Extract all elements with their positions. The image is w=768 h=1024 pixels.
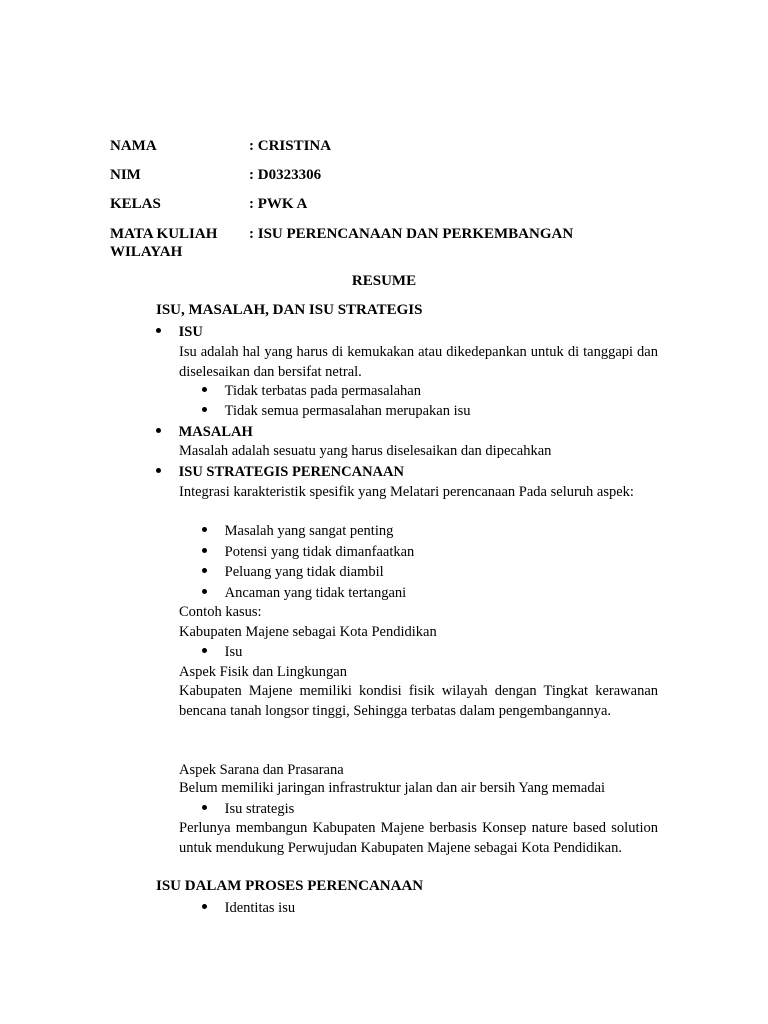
isu-strategis-paragraph: Perlunya membangun Kabupaten Majene berbasis Konsep nature based solution untuk mendukung Perwujudan Kabupaten Majene sebagai Kota Pendidikan. — [179, 820, 658, 856]
bullet-isu-strategis — [156, 462, 404, 482]
bullet-isu — [156, 322, 203, 342]
list-item — [202, 521, 393, 541]
aspek-fisik-heading: Aspek Fisik dan Lingkungan — [179, 664, 347, 680]
list-item — [202, 583, 406, 603]
list-item-text: Potensi yang tidak dimanfaatkan — [224, 544, 415, 560]
bullet-dot-icon — [202, 407, 207, 412]
nim-label: NIM — [110, 167, 141, 183]
bullet-dot-icon — [202, 904, 207, 909]
bullet-masalah-title: MASALAH — [178, 424, 253, 440]
isu-paragraph: Isu adalah hal yang harus di kemukakan atau dikedepankan untuk di tanggapi dan diselesaikan dan bersifat netral. — [179, 344, 658, 380]
list-item-text: Identitas isu — [224, 900, 296, 916]
list-item — [202, 401, 471, 421]
nama-label: NAMA — [110, 138, 157, 154]
contoh-kasus-label: Contoh kasus: — [179, 604, 262, 620]
list-item-text: Peluang yang tidak diambil — [224, 564, 384, 580]
masalah-paragraph: Masalah adalah sesuatu yang harus diselesaikan dan dipecahkan — [179, 443, 552, 459]
bullet-isu-strategis-title: ISU STRATEGIS PERENCANAAN — [178, 464, 404, 480]
kasus-title: Kabupaten Majene sebagai Kota Pendidikan — [179, 624, 437, 640]
bullet-dot-icon — [202, 589, 207, 594]
list-item — [202, 562, 384, 582]
aspek-sarana-paragraph: Belum memiliki jaringan infrastruktur jalan dan air bersih Yang memadai — [179, 780, 606, 796]
aspek-sarana-heading: Aspek Sarana dan Prasarana — [179, 762, 344, 778]
bullet-dot-icon — [202, 648, 207, 653]
list-item — [202, 799, 294, 819]
mata-kuliah-label: MATA KULIAH — [110, 226, 218, 242]
document-title: RESUME — [351, 273, 417, 289]
list-item — [202, 542, 414, 562]
bullet-dot-icon — [156, 468, 161, 473]
kelas-value: : PWK A — [249, 196, 308, 212]
aspek-fisik-paragraph: Kabupaten Majene memiliki kondisi fisik wilayah dengan Tingkat kerawanan bencana tanah longsor tinggi, Sehingga terbatas dalam pengembangannya. — [179, 683, 658, 719]
bullet-dot-icon — [156, 328, 161, 333]
mata-kuliah-value: : ISU PERENCANAAN DAN PERKEMBANGAN — [249, 226, 574, 242]
list-item — [202, 642, 242, 662]
section-heading-2: ISU DALAM PROSES PERENCANAAN — [156, 878, 424, 894]
list-item-text: Tidak terbatas pada permasalahan — [224, 383, 421, 399]
list-item-text: Isu — [224, 644, 243, 660]
bullet-dot-icon — [202, 548, 207, 553]
mata-kuliah-continuation: WILAYAH — [110, 244, 183, 260]
bullet-dot-icon — [202, 805, 207, 810]
list-item-text: Masalah yang sangat penting — [224, 523, 394, 539]
nama-value: : CRISTINA — [249, 138, 332, 154]
list-item — [202, 381, 421, 401]
strategis-paragraph: Integrasi karakteristik spesifik yang Melatari perencanaan Pada seluruh aspek: — [179, 484, 634, 500]
kelas-label: KELAS — [110, 196, 161, 212]
nim-value: : D0323306 — [249, 167, 322, 183]
list-item — [202, 898, 295, 918]
section-heading-1: ISU, MASALAH, DAN ISU STRATEGIS — [156, 302, 423, 318]
bullet-dot-icon — [202, 527, 207, 532]
bullet-masalah — [156, 422, 253, 442]
list-item-text: Tidak semua permasalahan merupakan isu — [224, 403, 471, 419]
list-item-text: Ancaman yang tidak tertangani — [224, 585, 407, 601]
bullet-dot-icon — [202, 568, 207, 573]
bullet-dot-icon — [202, 387, 207, 392]
bullet-isu-title: ISU — [178, 324, 203, 340]
list-item-text: Isu strategis — [224, 801, 295, 817]
bullet-dot-icon — [156, 428, 161, 433]
